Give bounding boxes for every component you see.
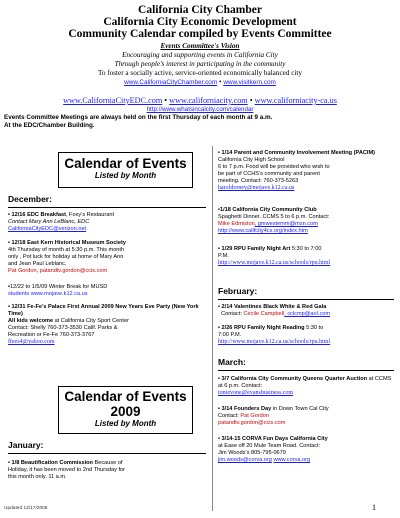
section-rule — [218, 299, 394, 300]
event-email-link[interactable]: jim.woods@corva.org — [218, 457, 272, 463]
event-valentines-gala — [218, 304, 396, 318]
event-beautification — [8, 460, 208, 481]
bullet-icon: • — [8, 212, 10, 218]
event-contact-name: Cecile Campbell — [243, 311, 285, 317]
bullet-icon: • — [8, 284, 10, 290]
event-detail-3: be part of CCHS’s community and parent — [218, 171, 320, 177]
link-visitkern[interactable]: www.visitkern.com — [223, 79, 276, 86]
event-title: 12/16 EDC Breakfast — [11, 212, 66, 218]
section-march: March: — [218, 357, 246, 367]
event-detail-2: Contact: Shelly 760-373-3530 Calif. Parks & — [8, 325, 118, 331]
event-detail-1: in Down Town Cal City — [271, 406, 329, 412]
event-quarter-auction — [218, 376, 396, 397]
section-rule — [218, 370, 394, 371]
link-californiacity-ca[interactable]: www.californiacity-ca.us — [254, 96, 337, 105]
bullet-icon: • — [218, 304, 220, 310]
link-separator: • — [164, 96, 168, 105]
event-email[interactable]: , patandtv.gordon@ccis.com — [36, 268, 108, 274]
updated-date: Updated 12/17/2008 — [4, 506, 48, 511]
event-detail-1: California City High School — [218, 157, 285, 163]
event-email-link[interactable]: tonievone@evansbusiness.com — [218, 390, 294, 396]
event-email-link[interactable]: , gmwestemm@msn.com — [254, 221, 318, 227]
event-web-link[interactable]: http://www.mojave.k12.ca.us/schools/rpu.html — [218, 339, 331, 345]
event-detail-1: 5:30 to — [304, 325, 324, 331]
box-title: Calendar of Events — [64, 156, 187, 171]
vision-statement — [0, 42, 400, 87]
event-contact-label: Contact: — [218, 413, 241, 419]
bullet-icon: • — [218, 376, 220, 382]
link-californiacity-com[interactable]: www.californiacity.com — [169, 96, 248, 105]
event-detail-3: and Jean Paul Leblanc. — [8, 261, 67, 267]
vision-line-1: Encouraging and supporting events in California City — [122, 51, 278, 59]
event-email-link[interactable]: CaliforniaCityEDC@verizon.net — [8, 226, 87, 232]
event-web-link[interactable]: www.corva.org — [273, 457, 311, 463]
event-contact-label: Contact: — [221, 311, 244, 317]
link-chamber[interactable]: www.CaliforniaCityChamber.com — [124, 79, 218, 86]
event-detail-2: students www.mojave.k12.ca.us — [8, 291, 88, 297]
header-line-1: California City Chamber — [138, 4, 262, 16]
document-header — [0, 4, 400, 40]
event-contact-name: Mike Edmiston — [218, 221, 255, 227]
event-detail-1: 4th Thursday of month at 5:30 p.m. This month — [8, 247, 125, 253]
section-december: December: — [8, 194, 52, 204]
event-email[interactable]: patandtv.gordon@ccis.com — [218, 420, 286, 426]
event-detail-1: Because of — [92, 460, 123, 466]
meetings-line-1: Events Committee Meetings are always held on the first Thursday of each month at 9 a.m. — [4, 114, 273, 121]
event-detail-1: 5:30 to 7:00 — [290, 246, 322, 252]
event-detail-3: this month only. 11 a.m. — [8, 474, 67, 480]
bullet-icon: • — [8, 460, 10, 466]
event-edc-breakfast — [8, 212, 208, 233]
bullet-icon: • — [218, 246, 220, 252]
section-february: February: — [218, 286, 258, 296]
event-detail-4: meeting. Contact: 760-373-5263 — [218, 178, 299, 184]
bullet-icon: • — [218, 436, 220, 442]
section-january: January: — [8, 440, 44, 450]
event-title: 3/7 California City Community Queens Quarter Auction — [221, 376, 368, 382]
event-detail-2: 7:00 P.M. — [218, 332, 242, 338]
event-pacim — [218, 150, 396, 192]
box-subtitle: Listed by Month — [94, 419, 157, 428]
event-title: 2/14 Valentines Black White & Red Gala — [221, 304, 327, 310]
bullet-icon: • — [8, 304, 10, 310]
links-row-2 — [0, 106, 400, 114]
event-web-link[interactable]: http://www.califcity4cs.org/index.htm — [218, 228, 308, 234]
event-title: 1/18 California City Community Club — [219, 207, 317, 213]
event-rpu-reading — [218, 325, 396, 346]
event-winter-break — [8, 284, 208, 298]
calendar-box-2 — [58, 386, 193, 434]
event-detail-1: at California City Sport Center — [53, 318, 129, 324]
link-separator: • — [249, 96, 253, 105]
vision-title: Events Committee's Vision — [160, 42, 240, 50]
box-subtitle: Listed by Month — [94, 171, 157, 180]
event-community-club — [218, 207, 396, 235]
bullet-icon: • — [8, 240, 10, 246]
event-contact-name: Pat Gordon — [8, 268, 37, 274]
bullet-icon: • — [218, 207, 220, 213]
event-title: 3/14 Founders Day — [221, 406, 272, 412]
header-line-2: California City Economic Development — [103, 16, 297, 28]
event-new-years-party — [8, 304, 208, 346]
bullet-icon: • — [218, 325, 220, 331]
event-email-link[interactable]: haroldroney@mojave.k12.ca.us — [218, 185, 295, 191]
link-whatsincalcity[interactable]: http://www.whatsincalcity.com/calendar — [146, 106, 254, 113]
event-rpu-art — [218, 246, 396, 267]
box-title: Calendar of Events — [64, 389, 187, 404]
link-edc[interactable]: www.CaliforniaCityEDC.com — [63, 96, 163, 105]
calendar-box-1 — [58, 152, 193, 188]
link-separator: • — [218, 78, 222, 86]
event-email-link[interactable]: ffees4@yahoo.com — [8, 339, 55, 345]
bullet-icon: • — [218, 406, 220, 412]
event-title: 2/26 RPU Family Night Reading — [221, 325, 305, 331]
section-rule — [8, 453, 206, 454]
event-founders-day — [218, 406, 396, 427]
section-rule — [8, 207, 206, 208]
column-divider — [212, 146, 213, 511]
vision-line-3: To foster a socially active, service-oriented economically balanced city — [97, 69, 303, 77]
event-title: 3/14-15 CORVA Fun Days California City — [221, 436, 328, 442]
box-year: 2009 — [110, 404, 141, 419]
event-detail-2: only , Pot luck for holiday at home of Mary Ann — [8, 254, 124, 260]
event-title: 12/18 East Kern Historical Museum Society — [11, 240, 126, 246]
event-detail-2: Jim Woods’s 805-795-0679 — [218, 450, 286, 456]
event-title: 1/8 Beautification Commission — [11, 460, 93, 466]
event-detail: , Foxy’s Restaurant — [65, 212, 115, 218]
event-detail-2: P.M. — [218, 253, 229, 259]
event-title: 12/31 Fe-Fe’s Palace First Annual 2009 New Years Eve Party (New York Time) — [8, 304, 199, 317]
event-title-2: All kids welcome — [8, 318, 54, 324]
event-web-link[interactable]: http://www.mojave.k12.ca.us/schools/rpu.html — [218, 260, 331, 266]
header-line-3: Community Calendar compiled by Events Committee — [68, 28, 332, 40]
event-detail-2: 6 to 7 p.m. Food will be provided who wish to — [218, 164, 330, 170]
page-number: 1 — [372, 503, 376, 512]
event-email-link[interactable]: , cclcmp@aol.com — [284, 311, 331, 317]
vision-line-2: Through people’s interest in participating in the community — [114, 60, 286, 68]
event-contact-name: Pat Gordon — [240, 413, 269, 419]
event-detail-1: Spaghetti Dinner. CCMS 5 to 6 p.m. Contact: — [218, 214, 330, 220]
meetings-note — [4, 114, 396, 130]
event-contact: Contact Mary Ann LeBlanc, EDC — [8, 219, 90, 225]
event-detail-1: 12/22 to 1/5/09 Winter Break for MUSD — [9, 284, 108, 290]
event-detail-2: Holiday, it has been moved to 2nd Thursday for — [8, 467, 126, 473]
event-title: 1/14 Parent and Community Involvement Meeting (PACIM) — [221, 150, 375, 156]
meetings-line-2: At the EDC/Chamber Building. — [4, 122, 95, 129]
event-detail-1: at Ease off 20 Mule Team Road. Contact: — [218, 443, 321, 449]
event-historical-museum — [8, 240, 208, 275]
bullet-icon: • — [218, 150, 220, 156]
event-title: 1/29 RPU Family Night Art — [221, 246, 291, 252]
event-detail-3: Recreation or Fe-Fe 760-373-3767 — [8, 332, 95, 338]
event-detail-1: at CCMS at 6 p.m. Contact: — [218, 376, 392, 389]
links-row — [0, 96, 400, 106]
event-corva-fun-days — [218, 436, 396, 464]
